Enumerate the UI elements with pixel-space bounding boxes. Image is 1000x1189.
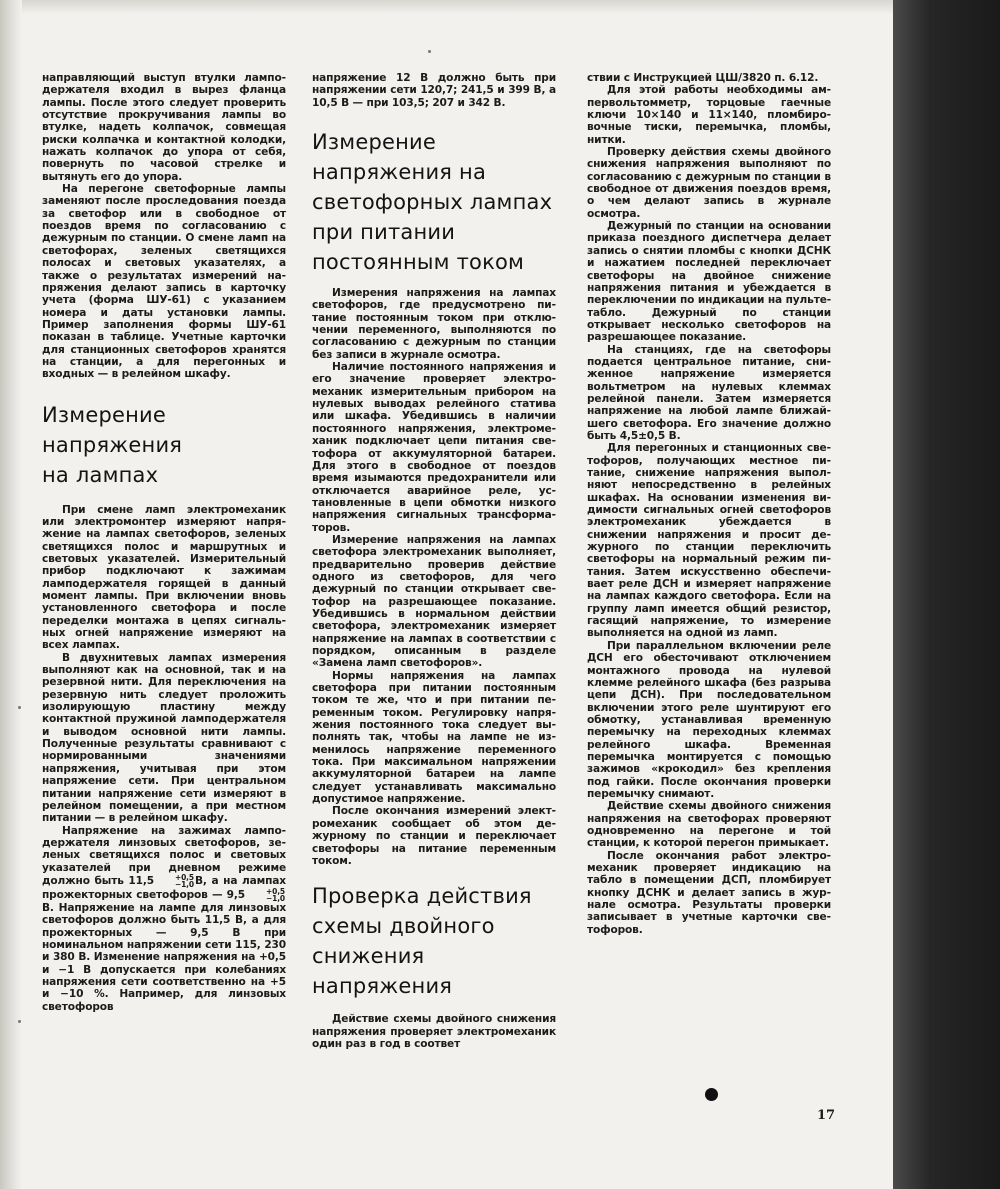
paragraph: На станциях, где на светофоры подается центральное питание, сниженное напряжение измеряется вольтметром на нулевых клеммах релейной панели. Затем измеряется напряжение на любой лампе ближайшего светофора. Его значение должно быть 4,5±0,5 В. (587, 343, 831, 442)
tolerance-lower: −1,0 (266, 893, 285, 903)
scan-speck (18, 1020, 21, 1023)
heading-line: Измерение (312, 130, 436, 155)
scan-left-edge (0, 0, 22, 1189)
tolerance-fraction (155, 874, 194, 888)
heading-line: снижения (312, 944, 425, 969)
paragraph: После окончания измерений электромеханик сообщает об этом дежурному по станции и переключает светофоры на питание переменным током. (312, 805, 556, 867)
scan-right-edge (893, 0, 1000, 1189)
section-heading-lamp-voltage (42, 400, 286, 490)
end-of-article-dot (705, 1088, 718, 1101)
paragraph: В двухнитевых лампах измерения выполняют как на основной, так и на резервной нити. Для переключения на резервную нить следует проложить изолирующую пластину между контактной пружиной ламподержателя и выводом основной нити лампы. Полученные результаты сравнивают с нормированными значениями напряжения, учитывая при этом напряжение сети. При центральном питании напряжение сети измеряют в релейном помещении, а при местном питании — в релейном шкафу. (42, 651, 286, 825)
scan-speck (18, 706, 21, 709)
text-run: В, а на лампах прожекторных светофоров — 9,5 (42, 874, 286, 901)
heading-line: при питании (312, 220, 456, 245)
paragraph: ствии с Инструкцией ЦШ/3820 п. 6.12. (587, 72, 819, 84)
paragraph: При смене ламп электромеханик или электромонтер измеряют напряжение на лампах светофоров, зеленых светящихся полос и маршрутных и световых указателей. Измерительный прибор подключают к зажимам ламподержателя горящей в данный момент лампы. При включении вновь установленного светофора и после переделки монтажа в цепях сигнальных огней напряжение измеряют на всех лампах. (42, 503, 286, 652)
paragraph: Проверку действия схемы двойного снижения напряжения выполняют по согласованию с дежурным по станции в свободное от движения поездов время, о чем делают запись в журнале осмотра. (587, 146, 831, 220)
paragraph: направляющий выступ втулки ламподержателя входил в вырез фланца лампы. После этого следует проверить отсутствие прокручивания лампы во втулке, надеть колпачок, совмещая риски колпачка и контактной колодки, нажать колпачок до упора от себя, повернуть по часовой стрелке и вытянуть его до упора. (42, 72, 286, 183)
paragraph: При параллельном включении реле ДСН его обесточивают отключением монтажного провода на нулевой клемме релейного шкафа (без разрыва цепи ДСН). При последовательном включении этого реле шунтируют его обмотку, устанавливая временную перемычку на переходных клеммах релейного шкафа. Временная перемычка монтируется с помощью зажимов «крокодил» без крепления под гайки. После окончания проверки перемычку снимают. (587, 639, 831, 800)
tolerance-upper: +0,5 (174, 872, 194, 882)
paragraph: Измерения напряжения на лампах светофоров, где предусмотрено питание постоянным током при отключении переменного, выполняются по согласованию с дежурным по станции без записи в журнале осмотра. (312, 287, 556, 361)
page-number: 17 (817, 1108, 836, 1123)
paragraph: Дежурный по станции на основании приказа поездного диспетчера делает запись о снятии пломбы с кнопки ДСНК и нажатием последней переключает светофоры на двойное снижение напряжения питания и убеждается в переключении по индикации на пульте-табло. Дежурный по станции открывает несколько светофоров на разрешающее показание. (587, 220, 831, 344)
paragraph: Нормы напряжения на лампах светофора при питании постоянным током те же, что и при питании переменным током. Регулировку напряжения постоянного тока следует выполнять так, чтобы на лампе не изменилось напряжение переменного тока. При максимальном напряжении аккумуляторной батареи на лампе следует устанавливать максимально допустимое напряжение. (312, 669, 556, 806)
tolerance-upper: +0,5 (266, 886, 285, 896)
section-heading-dc-voltage (312, 127, 556, 277)
heading-line: напряжения (42, 432, 183, 457)
heading-line: постоянным током (312, 250, 525, 275)
heading-line: Измерение (42, 402, 166, 427)
heading-line: напряжения (312, 974, 453, 999)
paragraph: Действие схемы двойного снижения напряжения проверяет электромеханик один раз в год в соответ (312, 1013, 556, 1050)
column-3 (587, 72, 831, 936)
paragraph: Действие схемы двойного снижения напряжения на светофорах проверяют одновременно на перегоне и той станции, к которой перегон примыкает. (587, 800, 831, 850)
heading-line: светофорных лампах (312, 190, 553, 215)
heading-line: напряжения на (312, 160, 487, 185)
text-run: В. Напряжение на лампе для линзовых светофоров должно быть 11,5 В, а для прожекторных — 9,5 В при номинальном напряжении сети 115, 230 и 380 В. Изменение напряжения на +0,5 и −1 В допускается при колебаниях напряжения сети соответственно на +5 и −10 %. Например, для линзовых светофоров (42, 901, 286, 1013)
heading-line: Проверка действия (312, 884, 532, 909)
paragraph: Для перегонных и станционных светофоров, получающих местное питание, снижение напряжения выполняют непосредственно в релейных шкафах. На основании изменения видимости сигнальных огней светофоров электромеханик убеждается в снижении напряжения и просит дежурного по станции переключить светофоры на нормальный режим питания. Затем искусственно обеспечивает реле ДСН и измеряет напряжение на лампах каждого светофора. Если на группу ламп имеется общий резистор, гасящий напряжение, то измерение выполняется на одной из ламп. (587, 442, 831, 640)
column-1 (42, 72, 286, 1013)
paragraph: Наличие постоянного напряжения и его значение проверяет электромеханик измерительным прибором на нулевых выводах релейного статива или шкафа. Убедившись в наличии постоянного напряжения, электромеханик подключает цепи питания светофора от аккумуляторной батареи. Для этого в свободное от поездов время изымаются предохранители или отключается аварийное реле, установленные в цепи обмотки низкого напряжения сигнальных трансформаторов. (312, 361, 556, 534)
paragraph: После окончания работ электромеханик проверяет индикацию на табло в помещении ДСП, пломбирует кнопку ДСНК и делает запись в журнале осмотра. Результаты проверки записывает в учетные карточки светофоров. (587, 849, 831, 936)
tolerance-lower: −1,0 (174, 879, 194, 889)
text-run: Напряжение на зажимах ламподержателя линзовых светофоров, зеленых светящихся полос и световых указателей при дневном режиме должно быть 11,5 (42, 824, 286, 887)
paragraph: напряжение 12 В должно быть при напряжении сети 120,7; 241,5 и 399 В, а 10,5 В — при 103,5; 207 и 342 В. (312, 72, 556, 109)
column-2 (312, 72, 556, 1050)
paragraph: Измерение напряжения на лампах светофора электромеханик выполняет, предварительно проверив действие одного из светофоров, для чего дежурный по станции открывает светофор на разрешающее показание. Убедившись в нормальном действии светофора, электромеханик измеряет напряжение на лампах в соответствии с порядком, описанным в разделе «Замена ламп светофоров». (312, 533, 556, 670)
paragraph-voltage-norms (42, 825, 286, 1013)
scan-speck (428, 50, 431, 53)
heading-line: схемы двойного (312, 914, 495, 939)
section-heading-double-reduction (312, 881, 556, 1001)
scan-top-edge (0, 0, 893, 14)
paragraph: На перегоне светофорные лампы заменяют после проследования поезда за светофор или в свободное от поездов время по согласованию с дежурным по станции. О смене ламп на светофорах, зеленых светящихся полосах и световых указателях, а также о результатах измерений напряжения делают запись в карточку учета (форма ШУ-61) с указанием номера и даты установки лампы. Пример заполнения формы ШУ-61 показан в таблице. Учетные карточки для станционных светофоров хранятся на станции, а для перегонных и входных — в релейном шкафу. (42, 183, 286, 381)
tolerance-fraction (246, 888, 285, 902)
paragraph: Для этой работы необходимы ампервольтомметр, торцовые гаечные ключи 10×140 и 11×140, пломбировочные тиски, перемычка, пломбы, нитки. (587, 84, 831, 146)
heading-line: на лампах (42, 462, 159, 487)
